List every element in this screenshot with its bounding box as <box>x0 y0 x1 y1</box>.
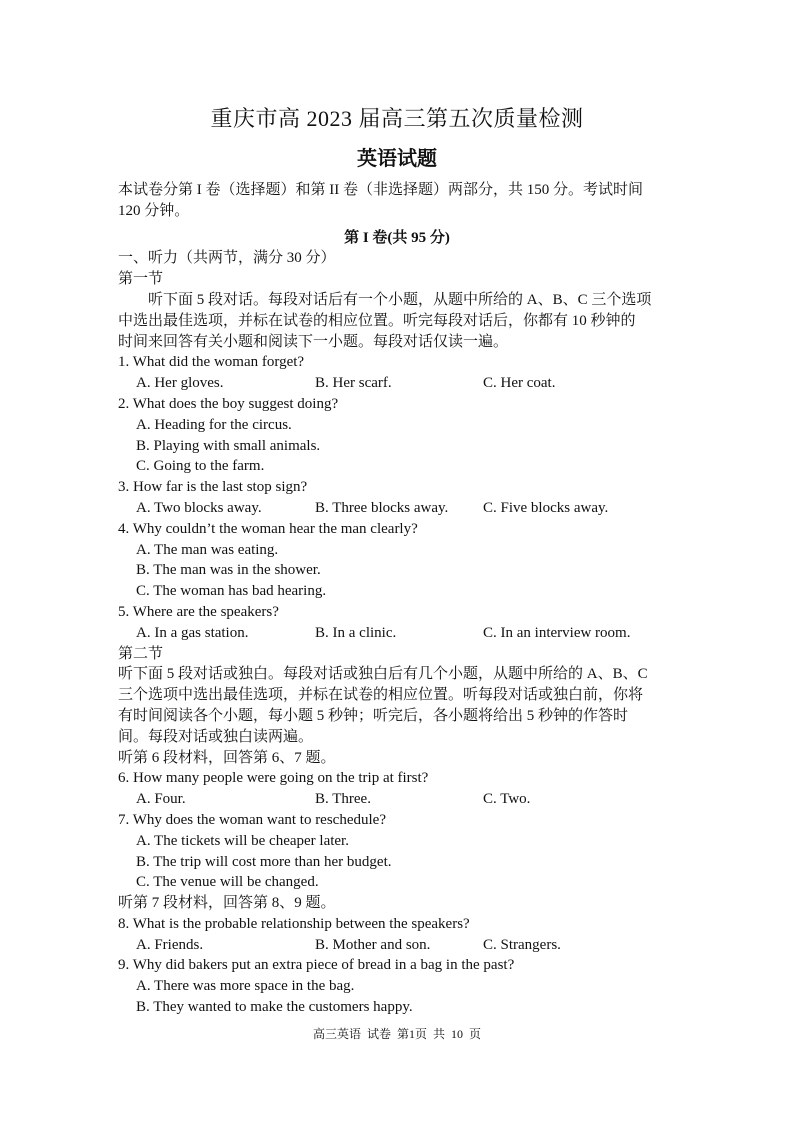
sub1-instruction: 听下面 5 段对话。每段对话后有一个小题，从题中所给的 A、B、C 三个选项 <box>148 291 652 308</box>
intro-line: 120 分钟。 <box>118 202 190 219</box>
sub1-instruction: 中选出最佳选项，并标在试卷的相应位置。听完每段对话后，你都有 10 秒钟的 <box>118 312 636 329</box>
exam-subtitle: 英语试题 <box>357 148 437 170</box>
option-a: A. Two blocks away. <box>136 499 262 516</box>
question-8-stem: 8. What is the probable relationship between the speakers? <box>118 915 470 932</box>
option-b: B. The trip will cost more than her budget. <box>136 853 392 870</box>
option-a: A. The tickets will be cheaper later. <box>136 832 349 849</box>
sub1-instruction: 时间来回答有关小题和阅读下一小题。每段对话仅读一遍。 <box>118 333 509 350</box>
option-a: A. Friends. <box>136 936 204 953</box>
question-4-stem: 4. Why couldn’t the woman hear the man clearly? <box>118 520 418 537</box>
question-3-stem: 3. How far is the last stop sign? <box>118 479 308 496</box>
sub2-instruction: 听下面 5 段对话或独白。每段对话或独白后有几个小题，从题中所给的 A、B、C <box>118 666 648 683</box>
part1-title: 第 I 卷(共 95 分) <box>344 229 450 246</box>
section-title: 一、听力（共两节，满分 30 分） <box>118 250 336 267</box>
option-b: B. They wanted to make the customers happy. <box>136 999 413 1016</box>
option-c: C. Her coat. <box>483 375 556 392</box>
question-2-stem: 2. What does the boy suggest doing? <box>118 395 339 412</box>
option-c: C. The venue will be changed. <box>136 874 319 891</box>
option-b: B. Three. <box>315 791 371 808</box>
page-footer: 高三英语 试卷 第1页 共 10 页 <box>312 1027 481 1041</box>
question-8-options <box>118 935 676 956</box>
option-c: C. Five blocks away. <box>483 499 609 516</box>
option-b: B. The man was in the shower. <box>136 562 321 579</box>
question-3-options <box>118 498 676 519</box>
question-1-options <box>118 373 676 394</box>
sub2-instruction: 有时间阅读各个小题，每小题 5 秒钟；听完后，各小题将给出 5 秒钟的作答时 <box>118 707 629 724</box>
question-9-stem: 9. Why did bakers put an extra piece of bread in a bag in the past? <box>118 957 515 974</box>
option-b: B. Mother and son. <box>315 936 431 953</box>
question-5-stem: 5. Where are the speakers? <box>118 603 279 620</box>
option-b: B. Playing with small animals. <box>136 437 321 454</box>
sub2-label: 第二节 <box>118 645 164 662</box>
exam-body <box>118 180 676 1018</box>
material-7-note: 听第 7 段材料，回答第 8、9 题。 <box>118 895 336 912</box>
option-a: A. Her gloves. <box>136 375 224 392</box>
option-c: C. The woman has bad hearing. <box>136 583 327 600</box>
option-a: A. There was more space in the bag. <box>136 978 355 995</box>
option-a: A. Four. <box>136 791 186 808</box>
intro-line: 本试卷分第 I 卷（选择题）和第 II 卷（非选择题）两部分，共 150 分。考试时间 <box>118 182 643 198</box>
option-c: C. Two. <box>483 791 531 808</box>
sub1-label: 第一节 <box>118 271 164 288</box>
option-b: B. In a clinic. <box>315 624 397 641</box>
question-1-stem: 1. What did the woman forget? <box>118 354 305 371</box>
option-c: C. In an interview room. <box>483 624 631 641</box>
option-b: B. Her scarf. <box>315 375 392 392</box>
exam-title: 重庆市高 2023 届高三第五次质量检测 <box>210 106 584 131</box>
option-a: A. The man was eating. <box>136 541 279 558</box>
question-7-stem: 7. Why does the woman want to reschedule? <box>118 811 386 828</box>
sub2-instruction: 间。每段对话或独白读两遍。 <box>118 728 314 745</box>
sub2-instruction: 三个选项中选出最佳选项，并标在试卷的相应位置。听每段对话或独白前，你将 <box>118 687 644 704</box>
option-a: A. Heading for the circus. <box>136 416 292 433</box>
question-6-options <box>118 789 676 810</box>
material-6-note: 听第 6 段材料，回答第 6、7 题。 <box>118 749 336 766</box>
option-c: C. Going to the farm. <box>136 458 265 475</box>
question-6-stem: 6. How many people were going on the trip at first? <box>118 770 429 787</box>
question-5-options <box>118 623 676 644</box>
option-c: C. Strangers. <box>483 936 561 953</box>
option-b: B. Three blocks away. <box>315 499 449 516</box>
option-a: A. In a gas station. <box>136 624 249 641</box>
